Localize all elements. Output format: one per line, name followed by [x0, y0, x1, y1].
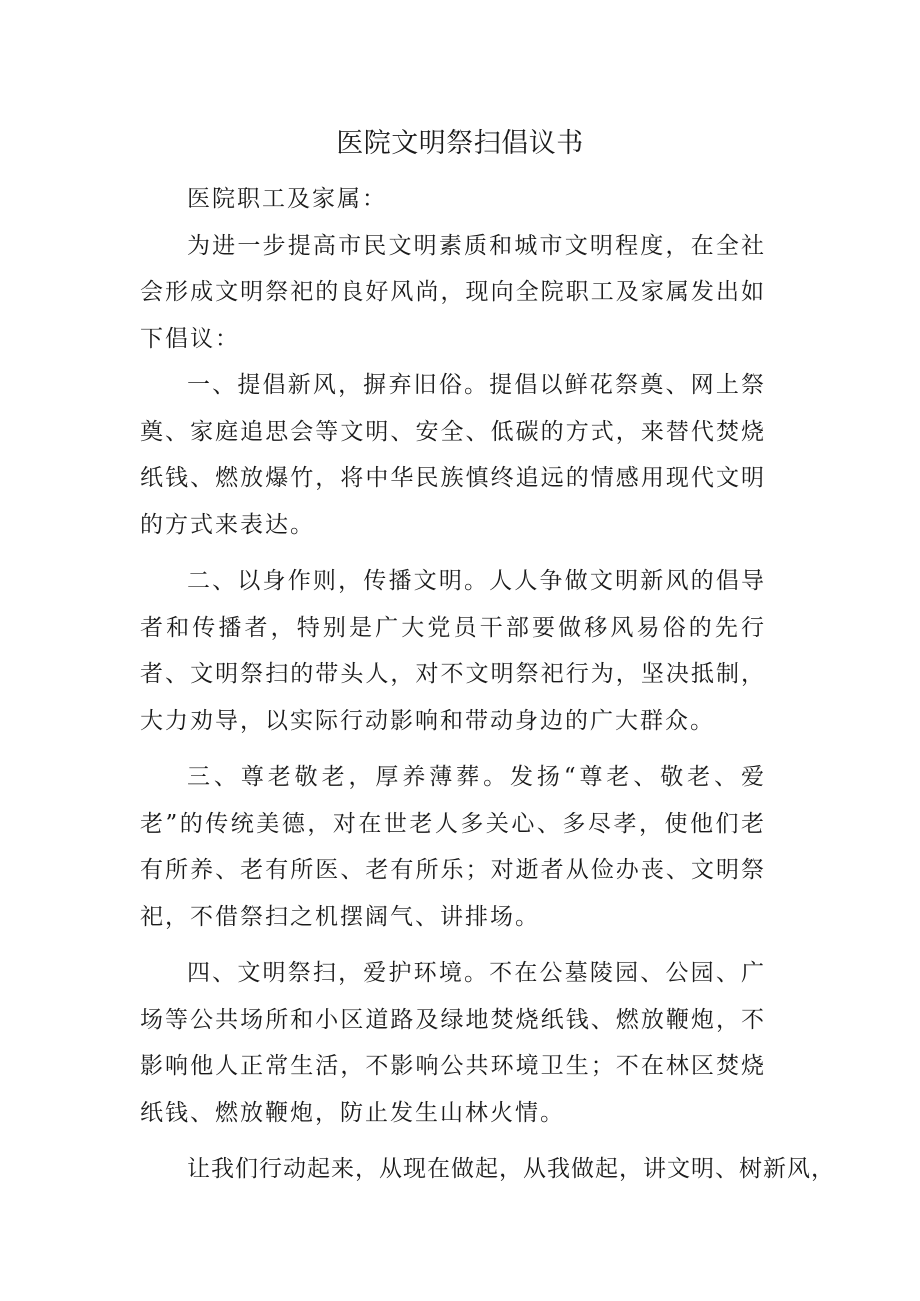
- document-title: 医院文明祭扫倡议书: [336, 128, 584, 159]
- proposal-2-paragraph: 二、以身作则，传播文明。人人争做文明新风的倡导者和传播者，特别是广大党员干部要做移风易俗的先行者、文明祭扫的带头人，对不文明祭祀行为，坚决抵制，大力劝导，以实际行动影响和带动身边的广大群众。: [140, 568, 766, 734]
- intro-paragraph: 为进一步提高市民文明素质和城市文明程度，在全社会形成文明祭祀的良好风尚，现向全院职工及家属发出如下倡议：: [140, 232, 766, 352]
- salutation: 医院职工及家属：: [187, 186, 387, 212]
- closing-paragraph: 让我们行动起来，从现在做起，从我做起，讲文明、树新风，: [187, 1156, 835, 1182]
- document-body: [140, 176, 835, 1193]
- proposal-3-paragraph: 三、尊老敬老，厚养薄葬。发扬“尊老、敬老、爱老”的传统美德，对在世老人多关心、多尽孝，使他们老有所养、老有所医、老有所乐；对逝者从俭办丧、文明祭祀，不借祭扫之机摆阔气、讲排场。: [140, 764, 766, 930]
- proposal-1-paragraph: 一、提倡新风，摒弃旧俗。提倡以鲜花祭奠、网上祭奠、家庭追思会等文明、安全、低碳的方式，来替代焚烧纸钱、燃放爆竹，将中华民族慎终追远的情感用现代文明的方式来表达。: [140, 372, 766, 538]
- proposal-4-paragraph: 四、文明祭扫，爱护环境。不在公墓陵园、公园、广场等公共场所和小区道路及绿地焚烧纸钱、燃放鞭炮，不影响他人正常生活，不影响公共环境卫生；不在林区焚烧纸钱、燃放鞭炮，防止发生山林火情。: [140, 960, 766, 1126]
